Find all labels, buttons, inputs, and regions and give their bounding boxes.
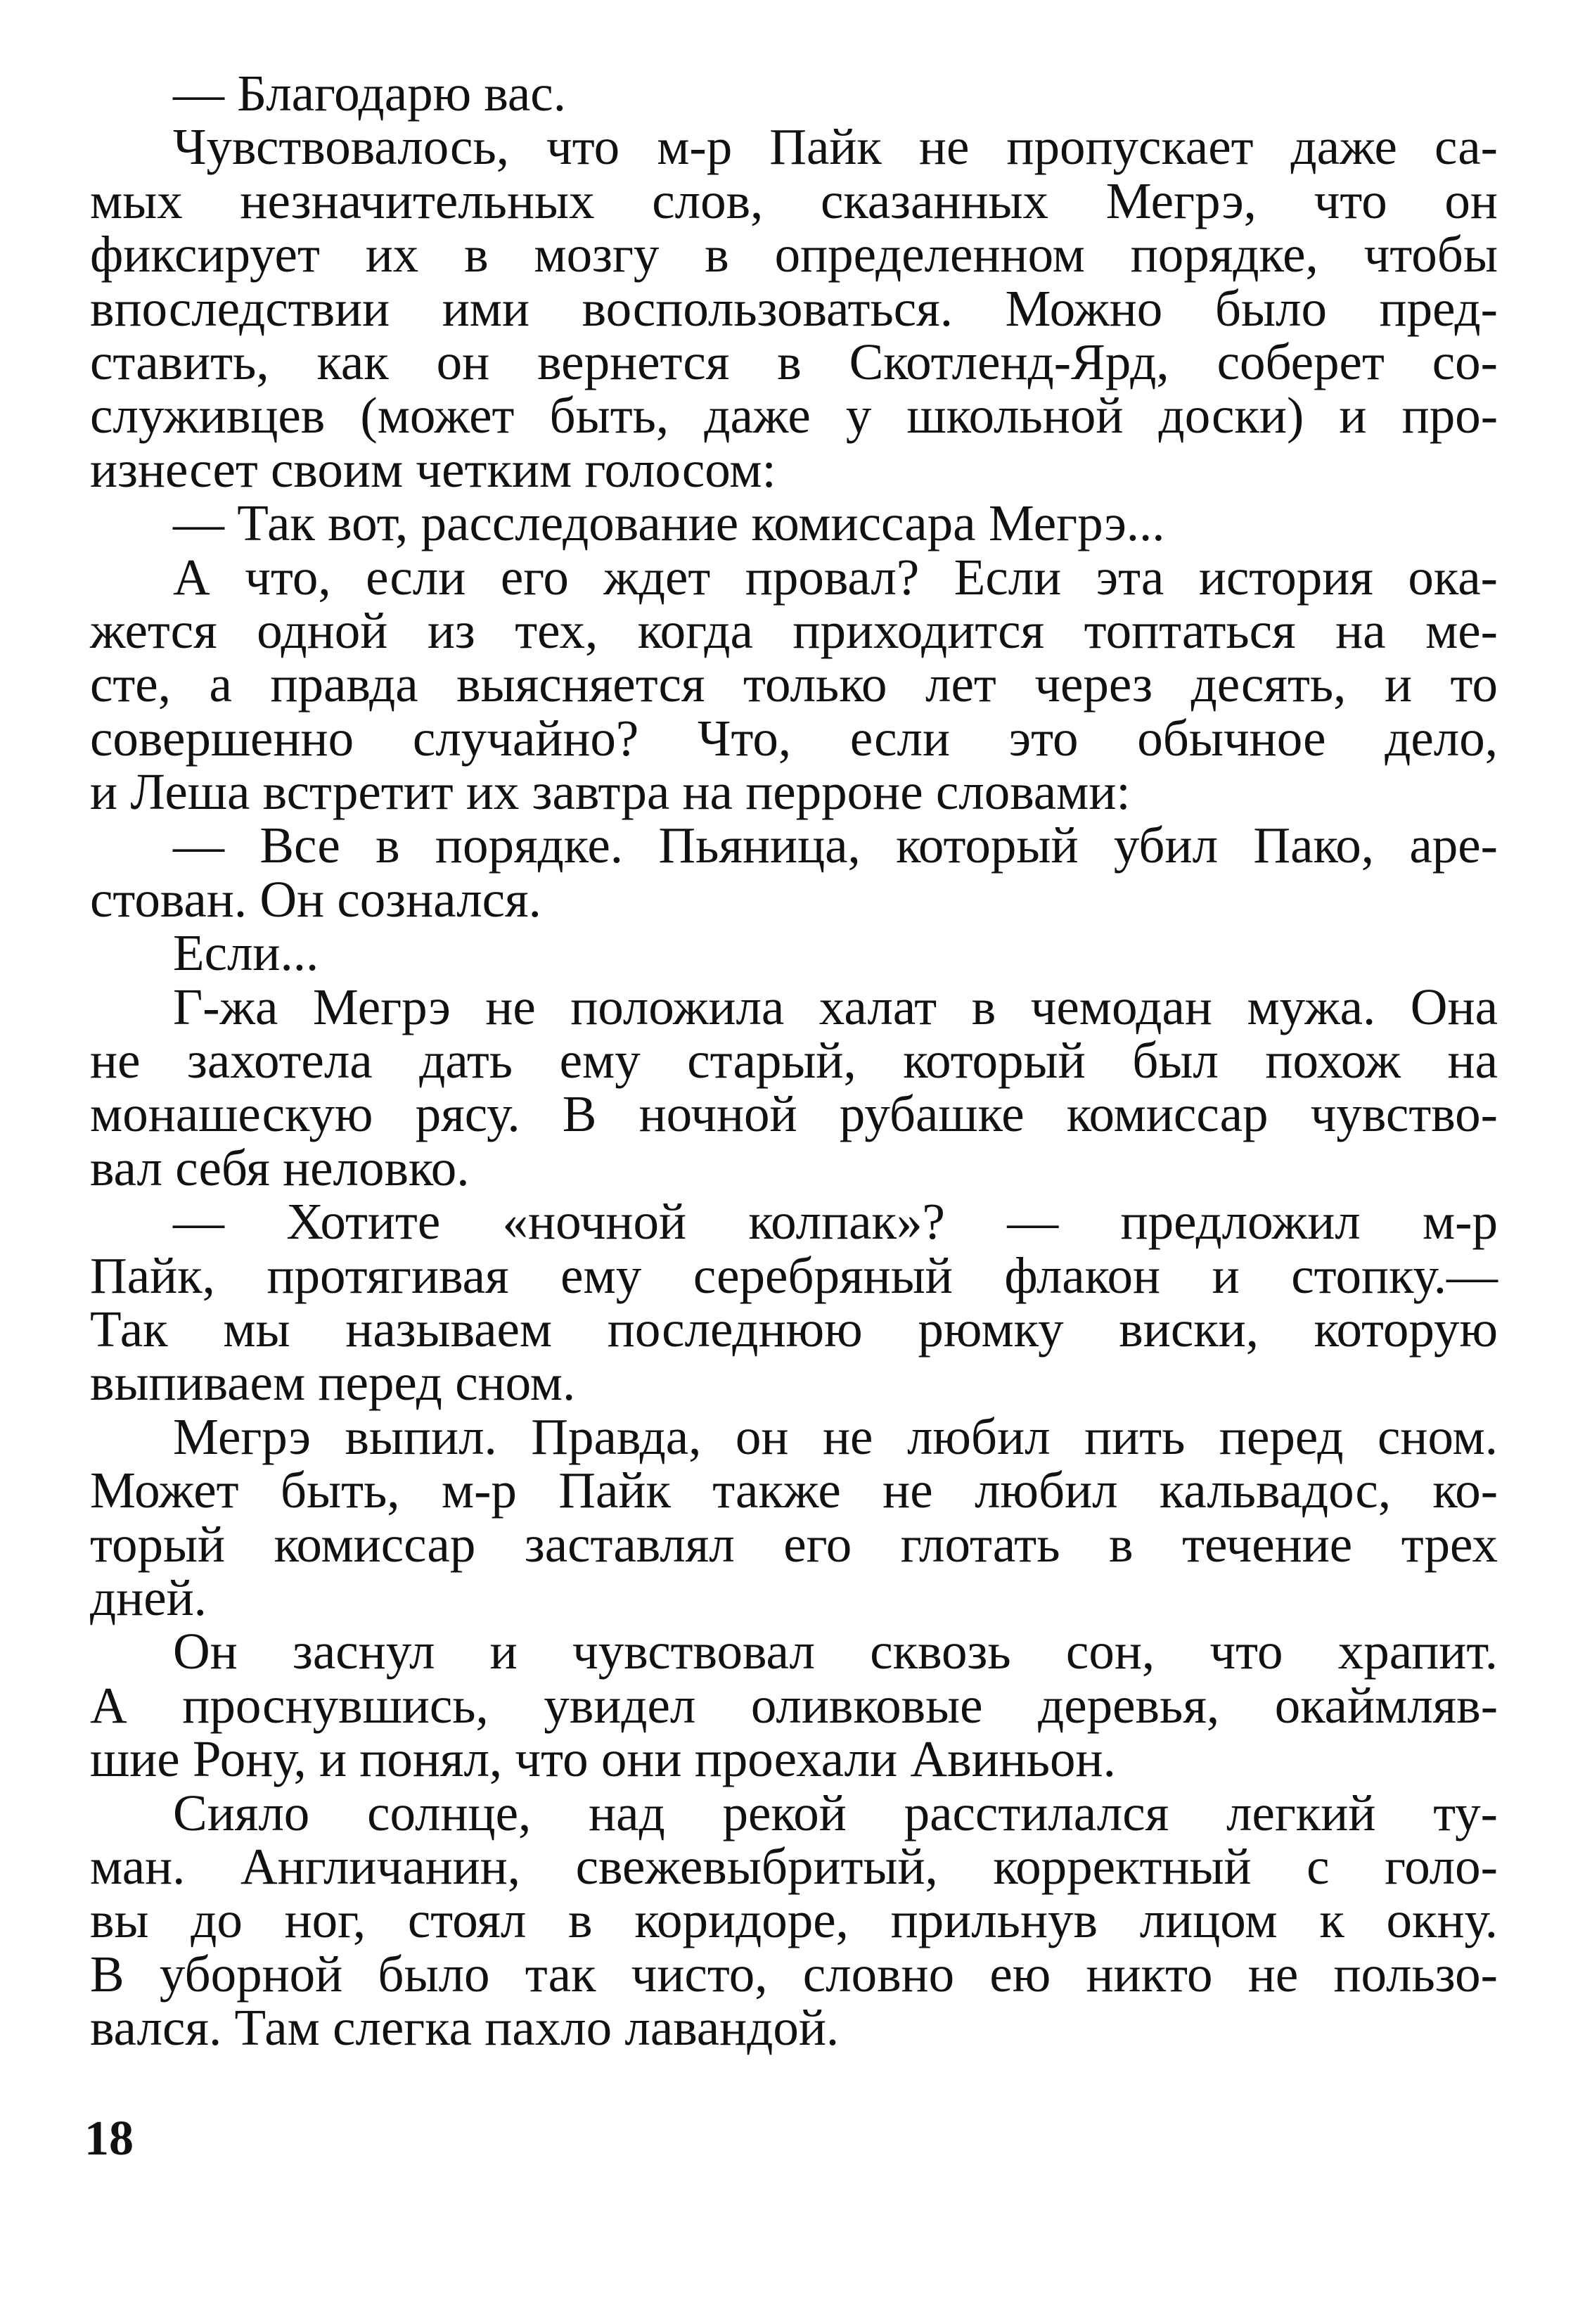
text-line: ман. Англичанин, свежевыбритый, корректный с голо- (90, 1837, 1498, 1895)
text-line: мых незначительных слов, сказанных Мегрэ, что он (90, 172, 1498, 229)
text-line: вы до ног, стоял в коридоре, прильнув лицом к окну. (90, 1891, 1498, 1949)
text-line: Может быть, м-р Пайк также не любил кальвадос, ко- (90, 1462, 1498, 1519)
page-number: 18 (84, 2112, 134, 2166)
text-line: Сияло солнце, над рекой расстилался легкий ту- (173, 1784, 1498, 1841)
text-line: изнесет своим четким голосом: (90, 440, 776, 498)
body-text (90, 67, 1498, 2055)
text-line: сте, а правда выясняется только лет через десять, и то (90, 656, 1498, 713)
text-line: Г-жа Мегрэ не положила халат в чемодан мужа. Она (173, 978, 1498, 1035)
text-line: В уборной было так чисто, словно ею никто не пользо- (90, 1945, 1498, 2003)
text-line: ставить, как он вернется в Скотленд-Ярд, соберет со- (90, 333, 1498, 390)
text-line: Чувствовалось, что м-р Пайк не пропускает даже са- (173, 118, 1498, 176)
text-line: Так мы называем последнюю рюмку виски, которую (90, 1300, 1498, 1358)
text-line: выпиваем перед сном. (90, 1354, 576, 1412)
text-line: стован. Он сознался. (90, 870, 541, 928)
text-line: монашескую рясу. В ночной рубашке комиссар чувство- (90, 1085, 1498, 1143)
text-line: жется одной из тех, когда приходится топтаться на ме- (90, 601, 1498, 659)
text-line: — Все в порядке. Пьяница, который убил Пако, аре- (173, 817, 1498, 874)
text-line: — Хотите «ночной колпак»? — предложил м-р (173, 1193, 1498, 1251)
text-line: вался. Там слегка пахло лавандой. (90, 1999, 840, 2057)
text-line: совершенно случайно? Что, если это обычное дело, (90, 709, 1498, 767)
text-line: — Благодарю вас. (173, 65, 566, 122)
text-line: и Леша встретит их завтра на перроне словами: (90, 763, 1131, 821)
text-line: служивцев (может быть, даже у школьной доски) и про- (90, 387, 1498, 445)
text-line: Пайк, протягивая ему серебряный флакон и стопку.— (90, 1246, 1498, 1304)
text-line: А что, если его ждет провал? Если эта история ока- (173, 548, 1498, 606)
text-line: вал себя неловко. (90, 1139, 470, 1196)
text-line: Если... (173, 924, 319, 982)
text-line: не захотела дать ему старый, который был похож на (90, 1032, 1498, 1090)
text-line: фиксирует их в мозгу в определенном порядке, чтобы (90, 226, 1498, 283)
text-line: Он заснул и чувствовал сквозь сон, что храпит. (173, 1623, 1498, 1680)
text-line: торый комиссар заставлял его глотать в течение трех (90, 1515, 1498, 1573)
text-line: Мегрэ выпил. Правда, он не любил пить перед сном. (173, 1407, 1498, 1465)
text-line: А проснувшись, увидел оливковые деревья, окаймляв- (90, 1676, 1498, 1734)
text-line: шие Рону, и понял, что они проехали Авиньон. (90, 1730, 1116, 1788)
text-line: — Так вот, расследование комиссара Мегрэ... (173, 494, 1165, 552)
text-line: впоследствии ими воспользоваться. Можно было пред- (90, 279, 1498, 337)
text-line: дней. (90, 1569, 207, 1626)
